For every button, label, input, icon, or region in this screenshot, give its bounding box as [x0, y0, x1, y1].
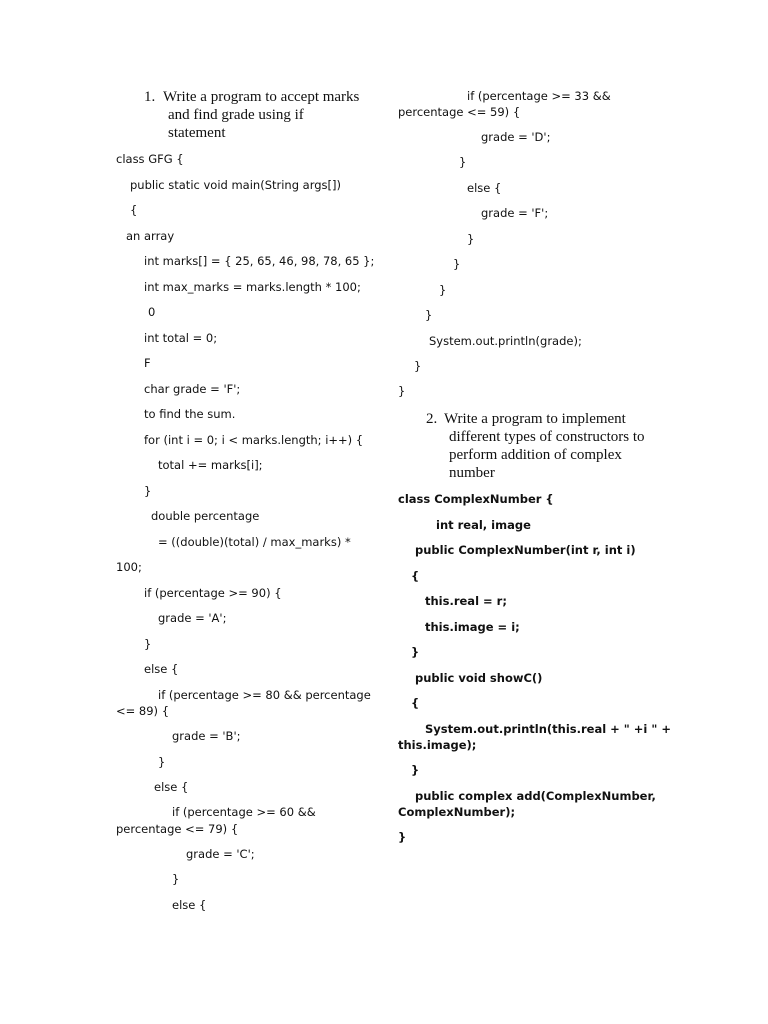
section-2-title-line: different types of constructors to [449, 429, 645, 445]
section-2-title-line: Write a program to implement [444, 411, 626, 427]
code-line: ComplexNumber); [398, 805, 516, 819]
code-line: } [398, 384, 406, 398]
code-line: int max_marks = marks.length * 100; [144, 280, 361, 294]
code-line: = ((double)(total) / max_marks) * [158, 535, 351, 549]
section-2-title-line: perform addition of complex [449, 447, 622, 463]
code-line: if (percentage >= 90) { [144, 586, 282, 600]
code-line: grade = 'A'; [158, 611, 227, 625]
code-line: percentage <= 59) { [398, 105, 521, 119]
code-line: this.real = r; [425, 594, 507, 608]
code-line: if (percentage >= 33 && [467, 89, 611, 103]
section-1-title-line: statement [168, 125, 226, 141]
section-1-title-line: Write a program to accept marks [163, 89, 360, 105]
code-line: else { [154, 780, 189, 794]
code-line: else { [144, 662, 179, 676]
code-line: } [439, 283, 447, 297]
code-line: if (percentage >= 80 && percentage [158, 688, 371, 702]
code-line: total += marks[i]; [158, 458, 263, 472]
code-line: } [425, 308, 433, 322]
code-line: int total = 0; [144, 331, 218, 345]
code-line: } [467, 232, 475, 246]
code-line: public void showC() [415, 671, 543, 685]
code-line: grade = 'F'; [481, 206, 549, 220]
section-1-heading [144, 88, 384, 144]
code-line: } [411, 763, 420, 777]
code-line: 100; [116, 560, 142, 574]
code-line: } [144, 637, 152, 651]
code-line: System.out.println(grade); [429, 334, 582, 348]
section-2-title-line: number [449, 465, 495, 481]
code-line: } [459, 155, 467, 169]
code-line: class ComplexNumber { [398, 492, 554, 506]
code-line: for (int i = 0; i < marks.length; i++) { [144, 433, 364, 447]
code-line: grade = 'B'; [172, 729, 241, 743]
section-2-heading [426, 410, 666, 484]
section-2-number: 2. [426, 411, 438, 427]
code-line: percentage <= 79) { [116, 822, 239, 836]
code-line: { [130, 203, 138, 217]
code-line: <= 89) { [116, 704, 170, 718]
code-line: an array [126, 229, 175, 243]
code-line: else { [467, 181, 502, 195]
code-line: } [411, 645, 420, 659]
code-line: public static void main(String args[]) [130, 178, 341, 192]
code-line: 0 [148, 305, 156, 319]
code-line: this.image); [398, 738, 477, 752]
code-line: int marks[] = { 25, 65, 46, 98, 78, 65 }; [144, 254, 375, 268]
code-line: grade = 'D'; [481, 130, 551, 144]
code-line: } [398, 830, 407, 844]
code-line: this.image = i; [425, 620, 520, 634]
code-line: } [172, 872, 180, 886]
code-line: int real, image [436, 518, 531, 532]
code-line: } [453, 257, 461, 271]
code-line: } [414, 359, 422, 373]
section-1-title-line: and find grade using if [168, 107, 304, 123]
code-line: to find the sum. [144, 407, 236, 421]
code-line: F [144, 356, 151, 370]
code-line: } [144, 484, 152, 498]
code-line: class GFG { [116, 152, 184, 166]
code-line: { [411, 696, 420, 710]
code-line: else { [172, 898, 207, 912]
code-line: if (percentage >= 60 && [172, 805, 316, 819]
code-line: System.out.println(this.real + " +i " + [425, 722, 672, 736]
code-line: char grade = 'F'; [144, 382, 241, 396]
code-line: public ComplexNumber(int r, int i) [415, 543, 636, 557]
code-line: public complex add(ComplexNumber, [415, 789, 656, 803]
code-line: grade = 'C'; [186, 847, 255, 861]
code-line: double percentage [151, 509, 260, 523]
code-line: } [158, 755, 166, 769]
section-1-number: 1. [144, 89, 156, 105]
code-line: { [411, 569, 420, 583]
